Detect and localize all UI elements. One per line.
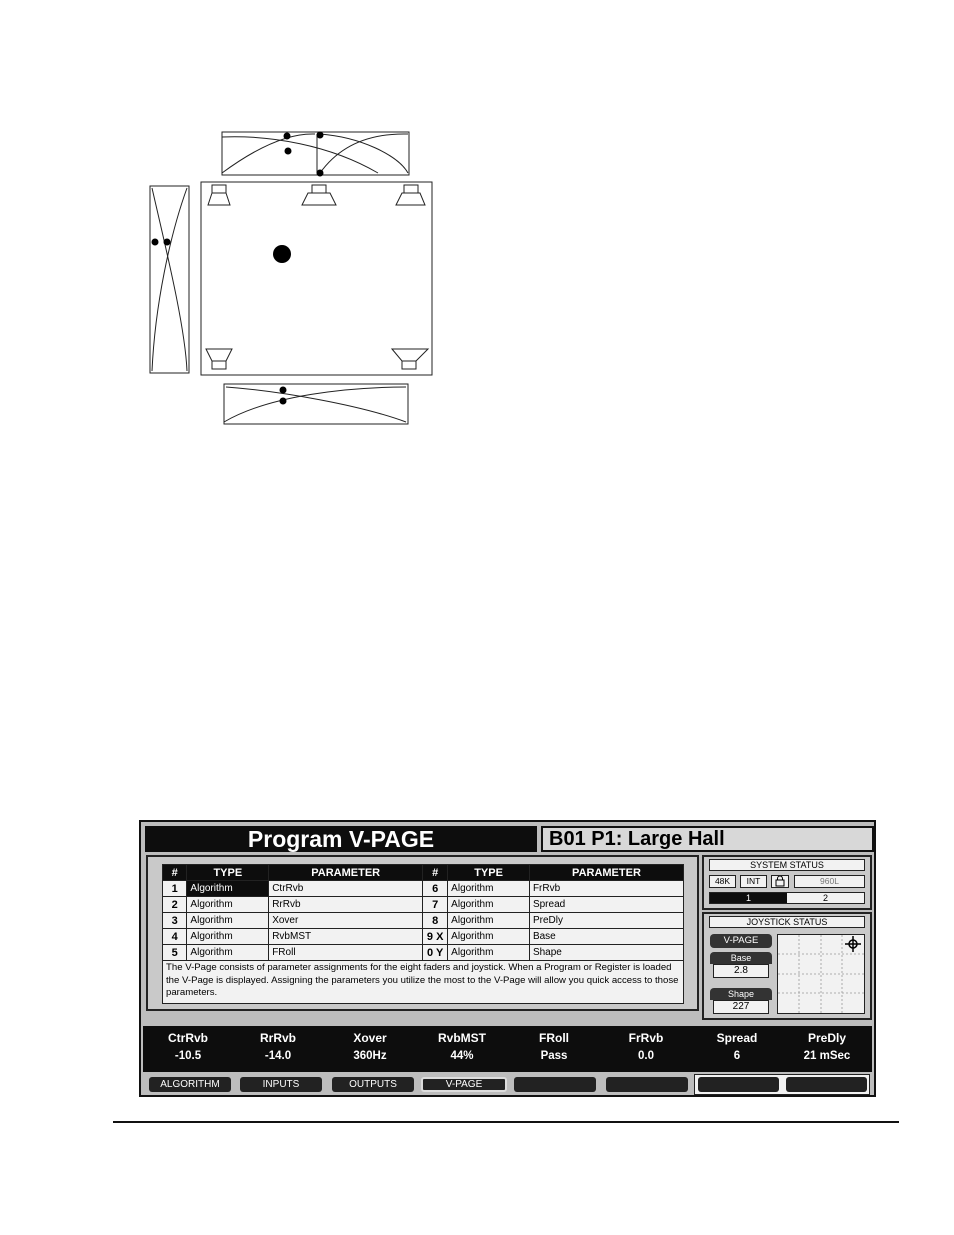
handle-dot <box>284 133 291 140</box>
handle-dot <box>317 132 324 139</box>
joystick-y-value: 227 <box>713 1000 769 1014</box>
softkey-6[interactable] <box>606 1077 688 1092</box>
column-header: TYPE <box>448 865 530 881</box>
fader-name: PreDly <box>807 1031 847 1045</box>
slot-number: 5 <box>163 945 187 961</box>
slot-parameter[interactable]: Base <box>529 929 683 945</box>
fader-strip <box>143 1026 872 1072</box>
fader-name: FRoll <box>539 1031 569 1045</box>
slot-parameter[interactable]: FrRvb <box>529 881 683 897</box>
lock-icon <box>771 875 789 888</box>
meter-segment-2: 2 <box>822 893 828 903</box>
fader-8[interactable] <box>782 1026 872 1072</box>
fader-7[interactable] <box>692 1026 782 1072</box>
bottom-shape-box <box>224 384 408 424</box>
system-status-label: SYSTEM STATUS <box>709 859 865 871</box>
table-row[interactable] <box>163 881 684 897</box>
fader-name: RrRvb <box>259 1031 296 1045</box>
page-divider <box>113 1121 899 1123</box>
slot-parameter[interactable]: RrRvb <box>269 897 423 913</box>
slot-number: 0 Y <box>423 945 448 961</box>
table-row[interactable] <box>163 913 684 929</box>
fader-value: Pass <box>540 1050 568 1062</box>
speaker-icon <box>208 185 230 205</box>
slot-number: 9 X <box>423 929 448 945</box>
handle-dot <box>280 387 287 394</box>
fader-3[interactable] <box>325 1026 415 1072</box>
slot-parameter[interactable]: CtrRvb <box>269 881 423 897</box>
sample-rate-badge: 48K <box>709 875 736 888</box>
column-header: # <box>163 865 187 881</box>
column-header: # <box>423 865 448 881</box>
slot-parameter[interactable]: Xover <box>269 913 423 929</box>
slot-type[interactable]: Algorithm <box>448 945 530 961</box>
fader-value: 21 mSec <box>803 1050 851 1062</box>
fader-value: 360Hz <box>353 1050 387 1062</box>
fader-2[interactable] <box>233 1026 323 1072</box>
softkey-7[interactable] <box>698 1077 779 1092</box>
slot-type[interactable]: Algorithm <box>448 913 530 929</box>
program-name: B01 P1: Large Hall <box>541 826 874 852</box>
algorithm-button[interactable]: ALGORITHM <box>149 1077 231 1092</box>
slot-parameter[interactable]: Shape <box>529 945 683 961</box>
softkey-bar <box>143 1074 872 1095</box>
softkey-group-right <box>694 1074 870 1095</box>
listener-dot <box>273 245 291 263</box>
fader-1[interactable] <box>143 1026 233 1072</box>
slot-type[interactable]: Algorithm <box>187 897 269 913</box>
handle-dot <box>285 148 292 155</box>
slot-parameter[interactable]: FRoll <box>269 945 423 961</box>
joystick-grid[interactable] <box>777 934 865 1014</box>
room-box <box>201 182 432 375</box>
table-row[interactable] <box>163 929 684 945</box>
slot-number: 6 <box>423 881 448 897</box>
v-page-button[interactable]: V-PAGE <box>421 1077 507 1092</box>
crosshair-icon[interactable] <box>845 936 861 952</box>
slot-number: 1 <box>163 881 187 897</box>
slot-number: 2 <box>163 897 187 913</box>
speaker-icon <box>392 349 428 369</box>
softkey-5[interactable] <box>514 1077 596 1092</box>
title-bar <box>145 826 870 852</box>
joystick-y-label: Shape <box>710 988 772 1000</box>
table-header-row <box>163 865 684 881</box>
slot-parameter[interactable]: Spread <box>529 897 683 913</box>
handle-dot <box>317 170 324 177</box>
slot-type[interactable]: Algorithm <box>187 913 269 929</box>
handle-dot <box>164 239 171 246</box>
system-status-panel <box>702 855 872 910</box>
joystick-x-label: Base <box>710 952 772 964</box>
inputs-button[interactable]: INPUTS <box>240 1077 322 1092</box>
column-header: TYPE <box>187 865 269 881</box>
slot-type[interactable]: Algorithm <box>187 929 269 945</box>
fader-value: 6 <box>733 1050 741 1062</box>
table-row[interactable] <box>163 897 684 913</box>
help-text: The V-Page consists of parameter assignments for the eight faders and joystick. When a Program or Register is loaded the V-Page is displayed. Assigning the parameters you utilize the most to the V-Page will allow you quick access to those parameters. <box>162 960 684 1004</box>
fader-name: CtrRvb <box>167 1031 208 1045</box>
fader-value: -14.0 <box>264 1050 292 1062</box>
meter-segment-1: 1 <box>710 893 787 903</box>
fader-value: 44% <box>450 1050 474 1062</box>
slot-type[interactable]: Algorithm <box>187 945 269 961</box>
slot-number: 4 <box>163 929 187 945</box>
fader-name: FrRvb <box>628 1031 664 1045</box>
handle-dot <box>152 239 159 246</box>
clock-source-badge: INT <box>740 875 767 888</box>
table-row[interactable] <box>163 945 684 961</box>
softkey-8[interactable] <box>786 1077 867 1092</box>
joystick-page-badge: V-PAGE <box>710 934 772 948</box>
fader-value: -10.5 <box>174 1050 202 1062</box>
slot-parameter[interactable]: PreDly <box>529 913 683 929</box>
slot-number: 8 <box>423 913 448 929</box>
column-header: PARAMETER <box>529 865 683 881</box>
v-page-screen <box>139 820 876 1097</box>
outputs-button[interactable]: OUTPUTS <box>332 1077 414 1092</box>
assignment-panel <box>146 855 699 1011</box>
joystick-status-panel <box>702 912 872 1020</box>
page-title: Program V-PAGE <box>145 826 537 852</box>
fader-value: 0.0 <box>638 1050 654 1062</box>
speaker-icon <box>396 185 425 205</box>
fader-4[interactable] <box>417 1026 507 1072</box>
slot-number: 3 <box>163 913 187 929</box>
slot-type[interactable]: Algorithm <box>448 929 530 945</box>
slot-type-selected[interactable]: Algorithm <box>187 881 269 897</box>
slot-parameter[interactable]: RvbMST <box>269 929 423 945</box>
fader-name: Spread <box>716 1031 758 1045</box>
joystick-status-label: JOYSTICK STATUS <box>709 916 865 928</box>
speaker-icon <box>206 349 232 369</box>
room-spread-diagram <box>140 125 440 430</box>
slot-type[interactable]: Algorithm <box>448 881 530 897</box>
fader-name: Xover <box>353 1031 387 1045</box>
assignment-table <box>162 864 684 961</box>
column-header: PARAMETER <box>269 865 423 881</box>
slot-number: 7 <box>423 897 448 913</box>
fader-name: RvbMST <box>438 1031 486 1045</box>
model-badge: 960L <box>794 875 865 888</box>
fader-5[interactable] <box>509 1026 599 1072</box>
slot-type[interactable]: Algorithm <box>448 897 530 913</box>
load-meter <box>709 892 865 904</box>
top-shape-box <box>222 132 409 175</box>
joystick-x-value: 2.8 <box>713 964 769 978</box>
fader-6[interactable] <box>601 1026 691 1072</box>
speaker-icon <box>302 185 336 205</box>
left-shape-box <box>150 186 189 373</box>
handle-dot <box>280 398 287 405</box>
